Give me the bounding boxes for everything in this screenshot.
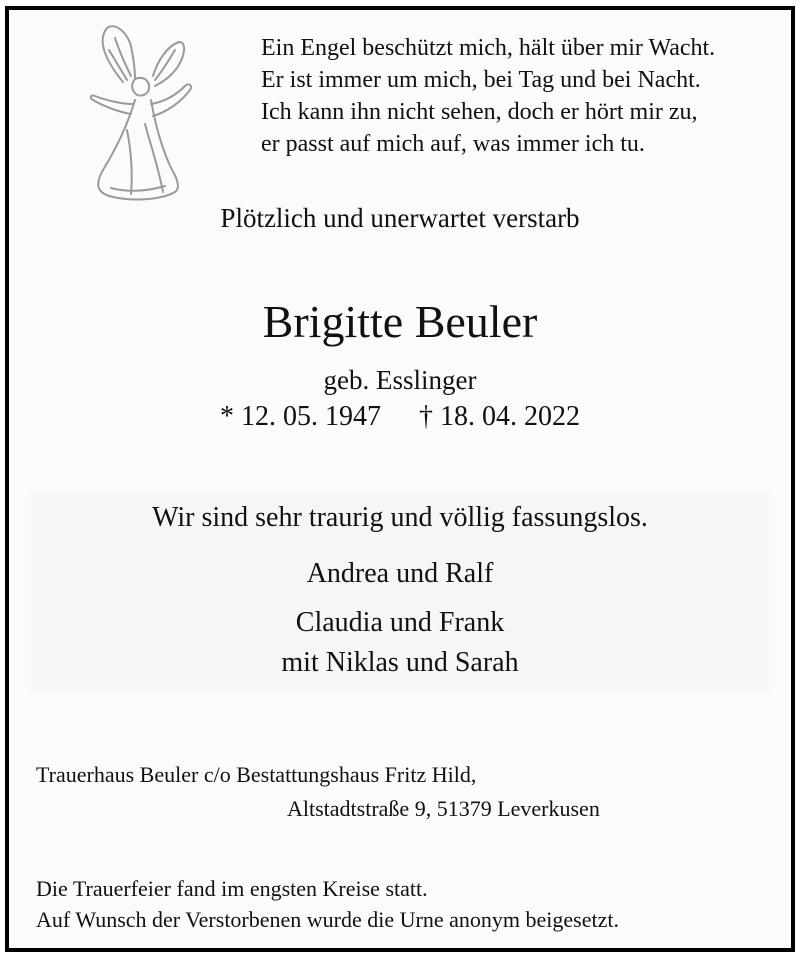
funeral-note: Die Trauerfeier fand im engsten Kreise statt. — [36, 876, 428, 901]
funeral-note: Auf Wunsch der Verstorbenen wurde die Urne anonym beigesetzt. — [36, 907, 619, 932]
family-line: Claudia und Frank — [295, 607, 505, 638]
address-line: Altstadtstraße 9, 51379 Leverkusen — [287, 796, 600, 821]
birth-name: geb. Esslinger — [323, 365, 477, 395]
family-line: Andrea und Ralf — [306, 558, 494, 589]
death-date: † 18. 04. 2022 — [419, 401, 580, 432]
birth-date: * 12. 05. 1947 — [220, 401, 381, 432]
family-line: mit Niklas und Sarah — [281, 647, 519, 678]
life-dates — [9, 401, 791, 433]
address-line: Trauerhaus Beuler c/o Bestattungshaus Fritz Hild, — [36, 762, 477, 787]
poem — [261, 32, 715, 160]
intro-text: Plötzlich und unerwartet verstarb — [220, 203, 580, 233]
poem-line: Ich kann ihn nicht sehen, doch er hört mir zu, — [261, 99, 698, 125]
poem-line: er passt auf mich auf, was immer ich tu. — [261, 131, 645, 157]
poem-line: Ein Engel beschützt mich, hält über mir Wacht. — [261, 35, 716, 61]
poem-line: Er ist immer um mich, bei Tag und bei Nacht. — [261, 67, 701, 93]
mourning-text: Wir sind sehr traurig und völlig fassungslos. — [152, 502, 648, 533]
angel-sketch-icon — [35, 20, 235, 210]
obituary-frame — [5, 6, 795, 952]
deceased-name: Brigitte Beuler — [262, 296, 538, 347]
